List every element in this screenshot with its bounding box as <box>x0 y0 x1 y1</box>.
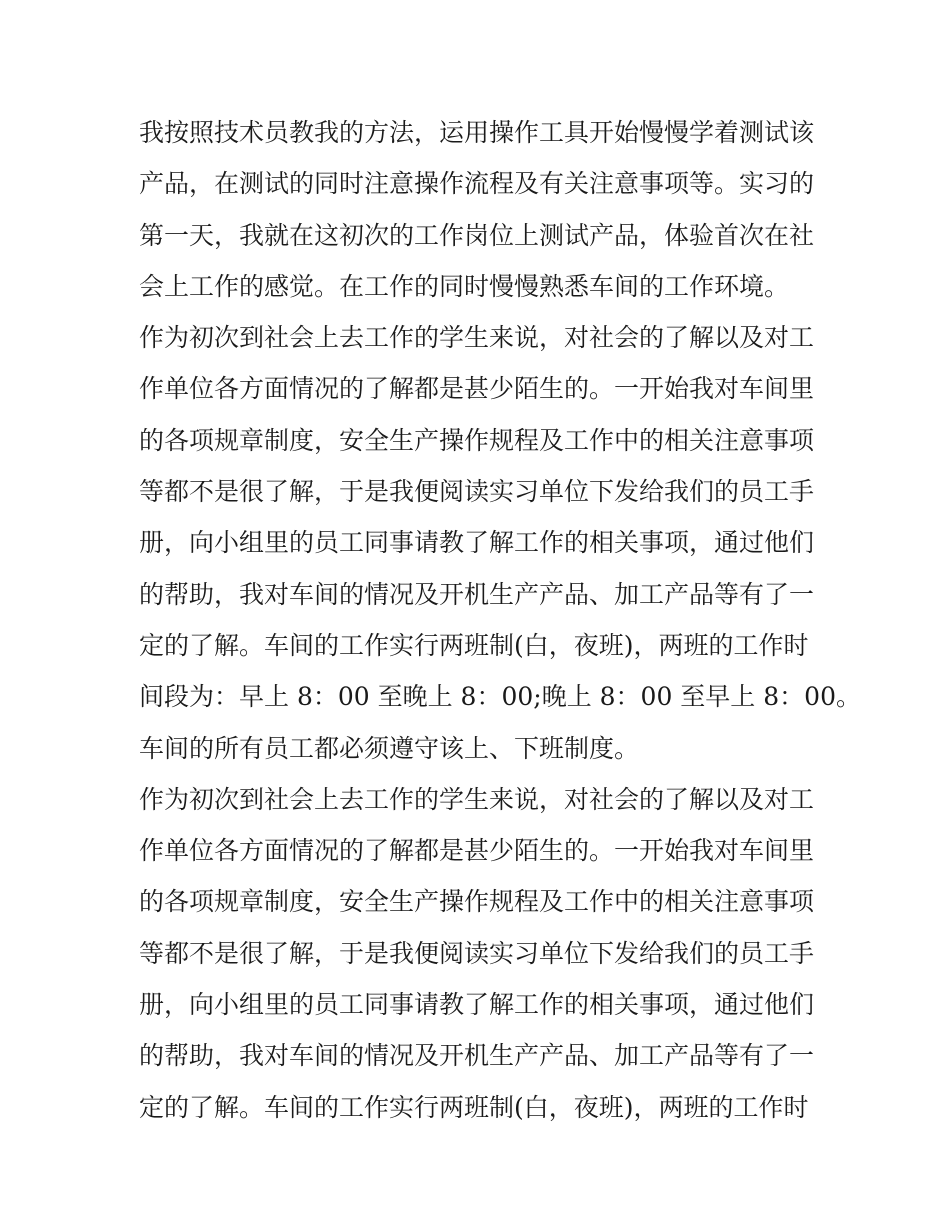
text-line: 等都不是很了解，于是我便阅读实习单位下发给我们的员工手 <box>139 477 815 507</box>
text-line: 第一天，我就在这初次的工作岗位上测试产品，体验首次在社 <box>139 220 815 250</box>
text-line: 车间的所有员工都必须遵守该上、下班制度。 <box>139 733 640 763</box>
text-line: 定的了解。车间的工作实行两班制(白，夜班)，两班的工作时 <box>139 630 809 660</box>
text-line: 作单位各方面情况的了解都是甚少陌生的。一开始我对车间里 <box>139 836 815 866</box>
text-line: 等都不是很了解，于是我便阅读实习单位下发给我们的员工手 <box>139 938 815 968</box>
text-line: 的帮助，我对车间的情况及开机生产产品、加工产品等有了一 <box>139 1041 815 1071</box>
text-line: 册，向小组里的员工同事请教了解工作的相关事项，通过他们 <box>139 528 815 558</box>
text-line: 会上工作的感觉。在工作的同时慢慢熟悉车间的工作环境。 <box>139 271 790 301</box>
text-line: 的各项规章制度，安全生产操作规程及工作中的相关注意事项 <box>139 425 815 455</box>
text-line: 定的了解。车间的工作实行两班制(白，夜班)，两班的工作时 <box>139 1092 809 1122</box>
text-line: 作单位各方面情况的了解都是甚少陌生的。一开始我对车间里 <box>139 374 815 404</box>
text-line: 作为初次到社会上去工作的学生来说，对社会的了解以及对工 <box>139 323 815 353</box>
text-line: 作为初次到社会上去工作的学生来说，对社会的了解以及对工 <box>139 784 815 814</box>
text-line: 我按照技术员教我的方法，运用操作工具开始慢慢学着测试该 <box>139 118 815 147</box>
text-line: 产品，在测试的同时注意操作流程及有关注意事项等。实习的 <box>139 169 815 199</box>
text-line: 间段为：早上 8：00 至晚上 8：00;晚上 8：00 至早上 8：00。 <box>139 682 861 712</box>
body-text <box>139 107 861 1133</box>
text-line: 的各项规章制度，安全生产操作规程及工作中的相关注意事项 <box>139 887 815 917</box>
text-line: 的帮助，我对车间的情况及开机生产产品、加工产品等有了一 <box>139 579 815 609</box>
text-line: 册，向小组里的员工同事请教了解工作的相关事项，通过他们 <box>139 990 815 1020</box>
